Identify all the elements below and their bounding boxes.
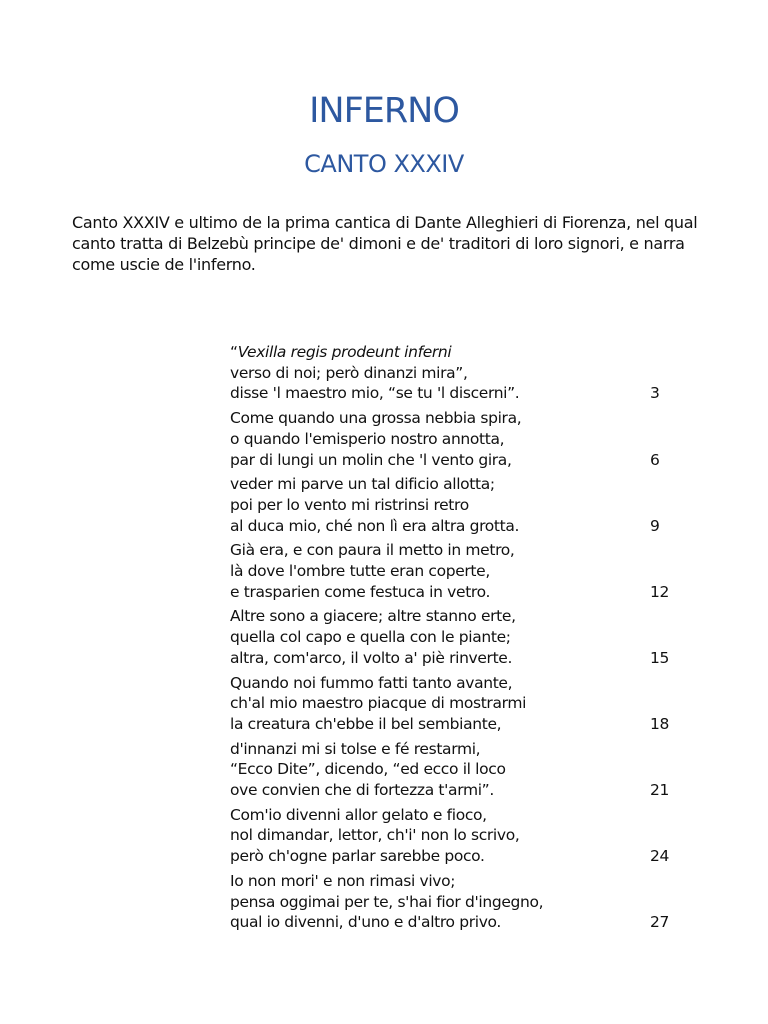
verse-line-numbered [230, 648, 690, 669]
verse-text: al duca mio, ché non lì era altra grotta. [230, 516, 520, 535]
verse-line: veder mi parve un tal dificio allotta; [230, 475, 495, 494]
verse-line-numbered [230, 714, 690, 735]
verse-text: disse 'l maestro mio, “se tu 'l discerni”. [230, 384, 520, 403]
line-number: 9 [650, 516, 660, 535]
verse-line: “Ecco Dite”, dicendo, “ed ecco il loco [230, 760, 506, 779]
verse-line: Già era, e con paura il metto in metro, [230, 541, 515, 560]
page-title: INFERNO [309, 91, 459, 131]
tercet-8 [230, 805, 690, 867]
line-number: 15 [650, 648, 670, 667]
verse-text: par di lungi un molin che 'l vento gira, [230, 450, 512, 469]
verse-text: ove convien che di fortezza t'armi”. [230, 781, 494, 800]
verse-line-numbered [230, 780, 690, 801]
verse-line: Com'io divenni allor gelato e fioco, [230, 805, 487, 824]
verse-line: Quando noi fummo fatti tanto avante, [230, 673, 513, 692]
verse-line: ch'al mio maestro piacque di mostrarmi [230, 694, 527, 713]
tercet-3 [230, 474, 690, 536]
verse-line-numbered [230, 383, 690, 404]
poem-body [230, 342, 690, 937]
tercet-4 [230, 540, 690, 602]
line-number: 6 [650, 450, 660, 469]
verse-line: poi per lo vento mi ristrinsi retro [230, 495, 469, 514]
verse-line-numbered [230, 516, 690, 537]
canto-subtitle: CANTO XXXIV [304, 150, 464, 178]
verse-line: quella col capo e quella con le piante; [230, 628, 511, 647]
verse-line: nol dimandar, lettor, ch'i' non lo scrivo, [230, 826, 520, 845]
line-number: 24 [650, 847, 670, 866]
line-number: 27 [650, 913, 670, 932]
verse-line: Io non mori' e non rimasi vivo; [230, 871, 456, 890]
verse-line: là dove l'ombre tutte eran coperte, [230, 562, 490, 581]
line-number: 12 [650, 582, 670, 601]
tercet-6 [230, 673, 690, 735]
verse-text: però ch'ogne parlar sarebbe poco. [230, 847, 485, 866]
verse-line-numbered [230, 582, 690, 603]
verse-line: Come quando una grossa nebbia spira, [230, 409, 522, 428]
verse-text: la creatura ch'ebbe il bel sembiante, [230, 714, 502, 733]
verse-text: e trasparien come festuca in vetro. [230, 582, 491, 601]
verse-line-numbered [230, 912, 690, 933]
tercet-1 [230, 342, 690, 404]
tercet-2 [230, 408, 690, 470]
open-quote: “ [230, 343, 238, 361]
verse-line-numbered [230, 846, 690, 867]
tercet-7 [230, 739, 690, 801]
line-number: 21 [650, 781, 670, 800]
verse-text: altra, com'arco, il volto a' piè rinverte. [230, 648, 513, 667]
verse-text: qual io divenni, d'uno e d'altro privo. [230, 913, 501, 932]
verse-line-numbered [230, 450, 690, 471]
verse-line [230, 342, 690, 363]
tercet-9 [230, 871, 690, 933]
line-number: 3 [650, 384, 660, 403]
verse-line: d'innanzi mi si tolse e fé restarmi, [230, 739, 481, 758]
verse-line: pensa oggimai per te, s'hai fior d'ingegno, [230, 892, 544, 911]
verse-line: verso di noi; però dinanzi mira”, [230, 363, 468, 382]
tercet-5 [230, 606, 690, 668]
latin-verse: Vexilla regis prodeunt inferni [237, 343, 452, 361]
verse-line: o quando l'emisperio nostro annotta, [230, 429, 505, 448]
line-number: 18 [650, 714, 670, 733]
verse-line: Altre sono a giacere; altre stanno erte, [230, 607, 516, 626]
intro-paragraph: Canto XXXIV e ultimo de la prima cantica di Dante Alleghieri di Fiorenza, nel qual canto tratta di Belzebù principe de' dimoni e de' traditori di loro signori, e narra come uscie de l'inferno. [72, 213, 698, 274]
